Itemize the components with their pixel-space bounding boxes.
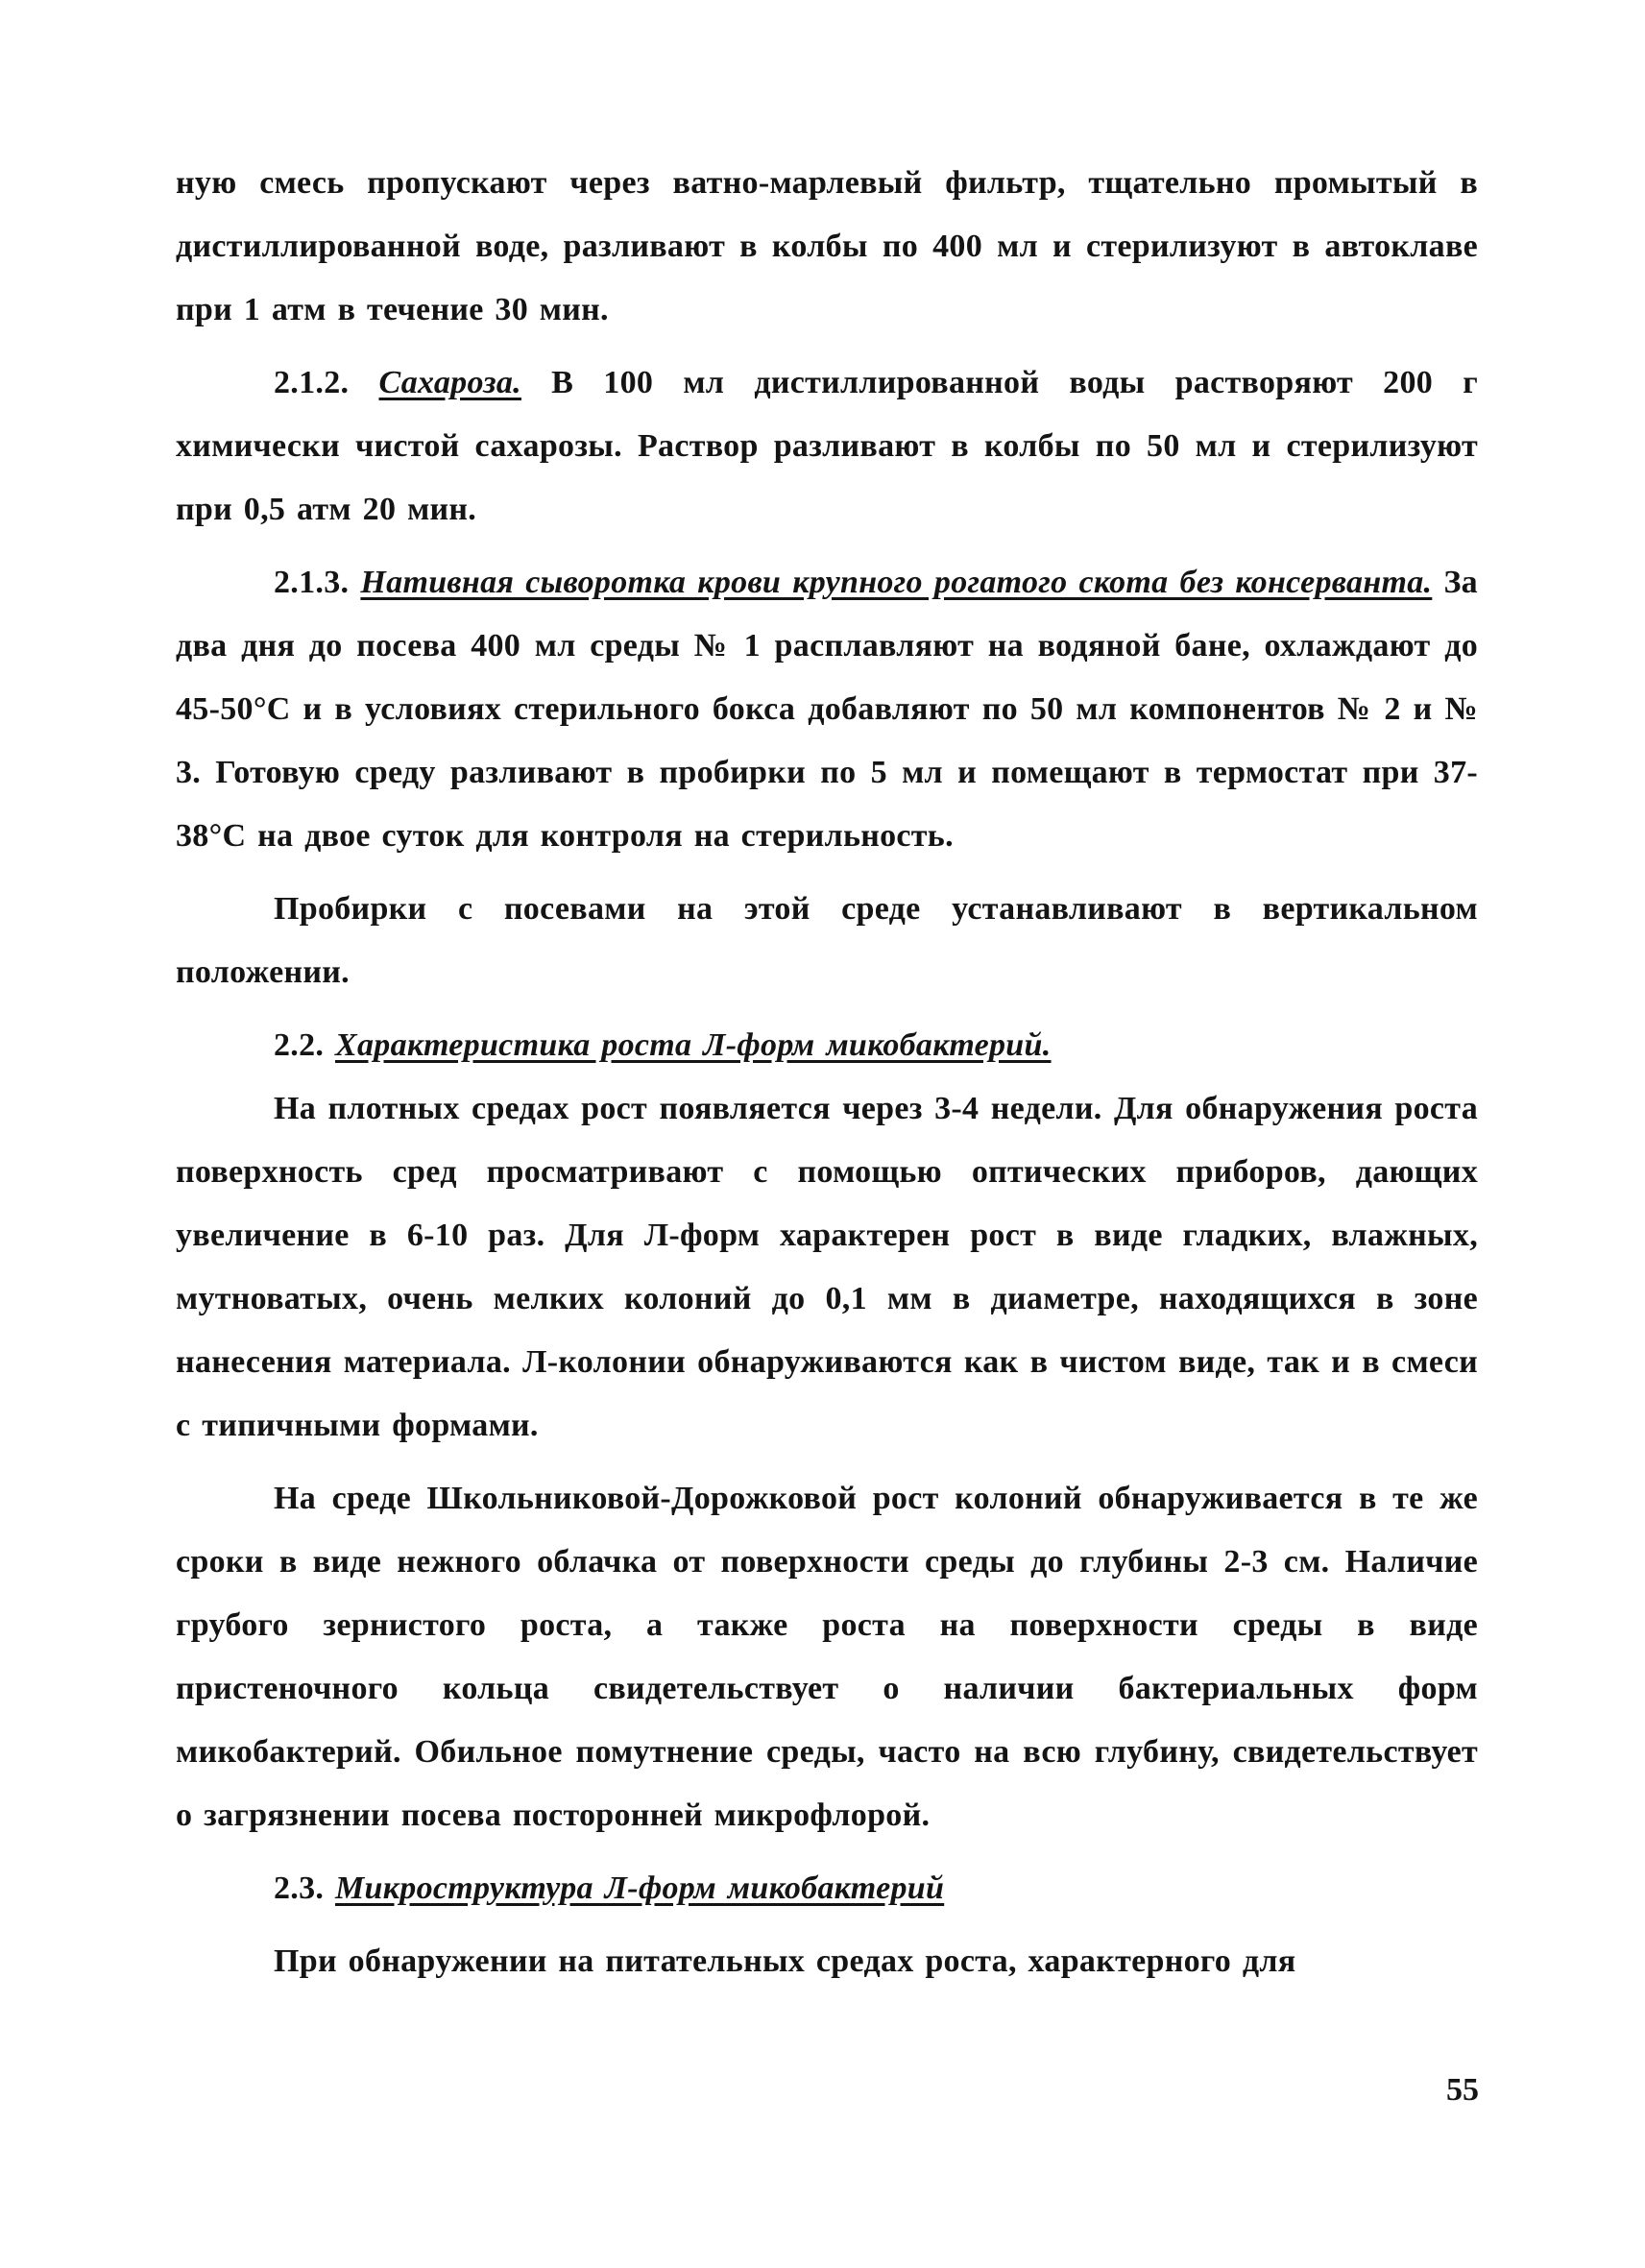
section-heading-microstructure bbox=[176, 1857, 1478, 1920]
paragraph-continuation: ную смесь пропускают через ватно-марлевый фильтр, тщательно промытый в дистиллированной воде, разливают в колбы по 400 мл и стерилизуют в автоклаве при 1 атм в течение 30 мин. bbox=[176, 165, 1478, 327]
paragraph-tubes: Пробирки с посевами на этой среде устанавливают в вертикальном положении. bbox=[176, 891, 1478, 990]
section-heading: Микроструктура Л-форм микобактерий bbox=[335, 1870, 945, 1906]
section-number: 2.1.2. bbox=[274, 365, 350, 400]
section-heading: Сахароза. bbox=[378, 365, 521, 400]
paragraph-shkolnikova-medium: На среде Школьниковой-Дорожковой рост колоний обнаруживается в те же сроки в виде нежного облачка от поверхности среды до глубины 2-3 см. Наличие грубого зернистого роста, а также роста на поверхности среды в виде пристеночного кольца свидетельствует о наличии бактериальных форм микобактерий. Обильное помутнение среды, часто на всю глубину, свидетельствует о загрязнении посева посторонней микрофлорой. bbox=[176, 1481, 1478, 1833]
page-number: 55 bbox=[1446, 2072, 1479, 2108]
paragraph-sucrose: 2.1.2. Сахароза. В 100 мл дистиллированной воды растворяют 200 г химически чистой сахарозы. Раствор разливают в колбы по 50 мл и стерилизуют при 0,5 атм 20 мин. bbox=[176, 365, 1478, 527]
section-heading: Нативная сыворотка крови крупного рогатого скота без консерванта. bbox=[360, 565, 1433, 600]
paragraph-dense-media: На плотных средах рост появляется через 3-4 недели. Для обнаружения роста поверхность сред просматривают с помощью оптических приборов, дающих увеличение в 6-10 раз. Для Л-форм характерен рост в виде гладких, влажных, мутноватых, очень мелких колоний до 0,1 мм в диаметре, находящихся в зоне нанесения материала. Л-колонии обнаруживаются как в чистом виде, так и в смеси с типичными формами. bbox=[176, 1091, 1478, 1443]
section-heading: Характеристика роста Л-форм микобактерий. bbox=[335, 1027, 1052, 1063]
paragraph-detection: При обнаружении на питательных средах роста, характерного для bbox=[274, 1943, 1296, 1979]
section-heading-growth bbox=[176, 1014, 1478, 1077]
section-number: 2.3. bbox=[274, 1870, 325, 1906]
body-text bbox=[176, 152, 1478, 1993]
section-number: 2.1.3. bbox=[274, 565, 350, 600]
paragraph-serum: 2.1.3. Нативная сыворотка крови крупного рогатого скота без консерванта. За два дня до посева 400 мл среды № 1 расплавляют на водяной бане, охлаждают до 45-50°С и в условиях стерильного бокса добавляют по 50 мл компонентов № 2 и № 3. Готовую среду разливают в пробирки по 5 мл и помещают в термостат при 37-38°С на двое суток для контроля на стерильность. bbox=[176, 565, 1478, 854]
section-number: 2.2. bbox=[274, 1027, 325, 1063]
